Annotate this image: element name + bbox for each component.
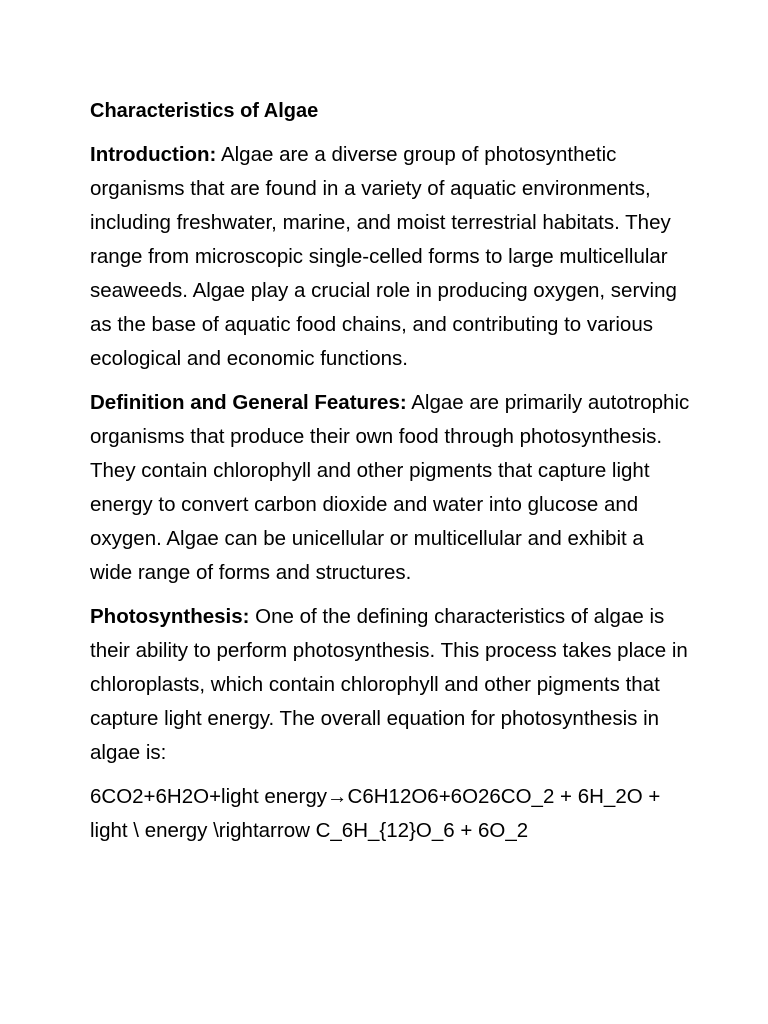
section-heading: Introduction: bbox=[90, 143, 217, 166]
section-heading: Definition and General Features: bbox=[90, 391, 407, 414]
document-title: Characteristics of Algae bbox=[90, 100, 319, 122]
section-text: Algae are primarily autotrophic organisms that produce their own food through photosynthesis. They contain chlorophyll and other pigments that capture light energy to convert carbon dioxide and water into glucose and oxygen. Algae can be unicellular or multicellular and exhibit a wide range of forms and structures. bbox=[90, 391, 690, 584]
section-introduction bbox=[90, 138, 690, 376]
section-definition bbox=[90, 386, 690, 590]
section-text: One of the defining characteristics of algae is their ability to perform photosynthesis. This process takes place in chloroplasts, which contain chlorophyll and other pigments that capture light energy. The overall equation for photosynthesis in algae is: bbox=[90, 605, 688, 764]
section-text: Algae are a diverse group of photosynthetic organisms that are found in a variety of aquatic environments, including freshwater, marine, and moist terrestrial habitats. They range from microscopic single-celled forms to large multicellular seaweeds. Algae play a crucial role in producing oxygen, serving as the base of aquatic food chains, and contributing to various ecological and economic functions. bbox=[90, 143, 677, 370]
section-heading: Photosynthesis: bbox=[90, 605, 250, 628]
section-photosynthesis bbox=[90, 600, 690, 770]
photosynthesis-equation: 6CO2+6H2O+light energy→C6H12O6+6O26CO_2 + 6H_2O + light \ energy \rightarrow C_6H_{12}O_6 + 6O_2 bbox=[90, 785, 661, 842]
document-page bbox=[90, 94, 690, 858]
